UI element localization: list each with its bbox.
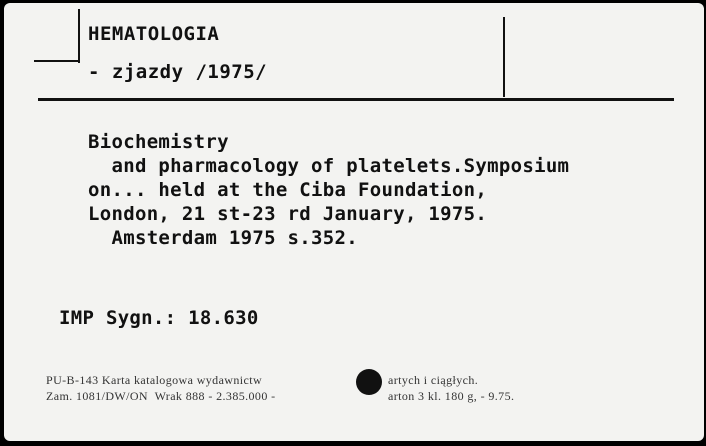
footer-line-2a: Zam. 1081/DW/ON Wrak 888 - 2.385.000 - (46, 389, 276, 403)
footer-line-1b: artych i ciągłych. (388, 373, 479, 387)
footer-line-2b: arton 3 kl. 180 g, - 9.75. (388, 389, 515, 403)
call-number: IMP Sygn.: 18.630 (59, 307, 259, 329)
entry-line-1: Biochemistry (88, 131, 229, 153)
corner-mark-horizontal (34, 60, 79, 62)
heading-subtitle: - zjazdy /1975/ (88, 61, 268, 83)
corner-mark-vertical (78, 9, 80, 63)
header-divider-vertical (503, 17, 505, 97)
heading-title: HEMATOLOGIA (88, 23, 220, 45)
punch-hole (356, 369, 382, 395)
entry-line-2: and pharmacology of platelets.Symposium (88, 155, 570, 177)
header-rule (38, 98, 674, 101)
entry-line-3: on... held at the Ciba Foundation, (88, 179, 488, 201)
entry-line-5: Amsterdam 1975 s.352. (88, 227, 358, 249)
footer-line-1a: PU-B-143 Karta katalogowa wydawnictw (46, 373, 263, 387)
catalog-card (4, 3, 704, 441)
entry-line-4: London, 21 st-23 rd January, 1975. (88, 203, 488, 225)
